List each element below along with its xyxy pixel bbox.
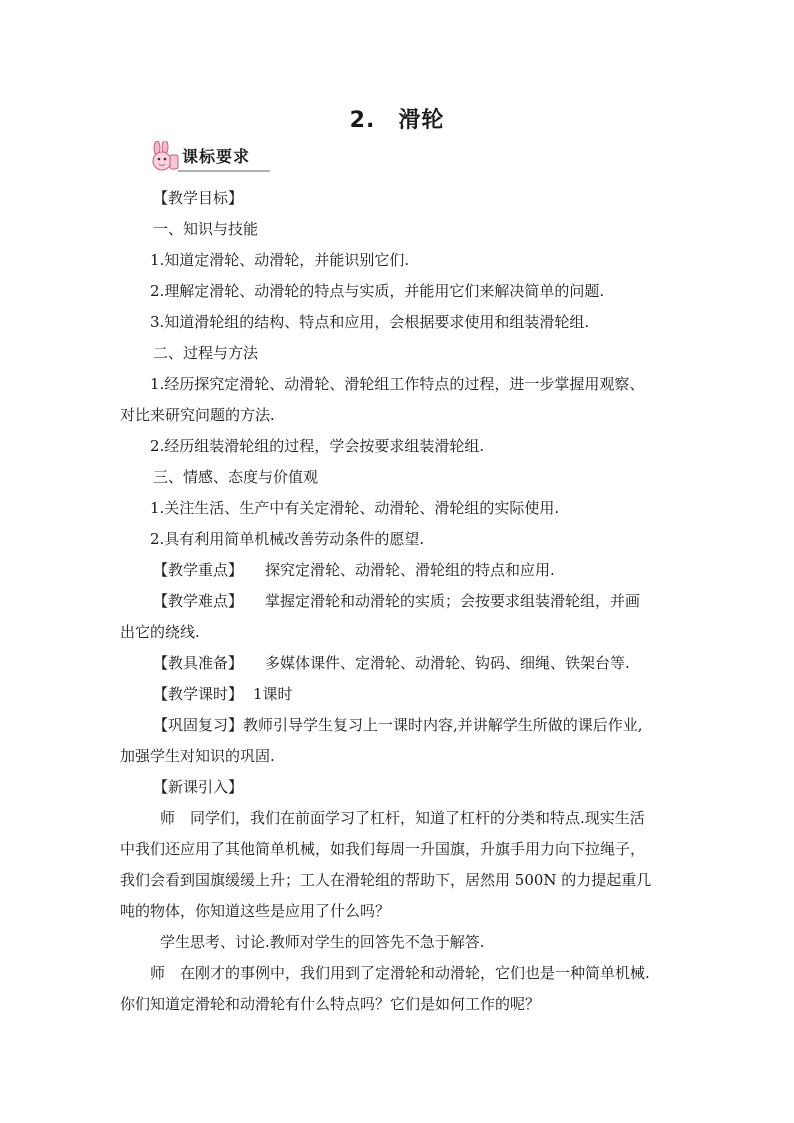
hours-label: 【教学课时】: [153, 685, 244, 703]
page-title: 2. 滑轮: [349, 108, 445, 133]
difficulties-cont: 出它的绕线.: [120, 623, 200, 641]
paragraph-line: 学生思考、讨论.教师对学生的回答先不急于解答.: [160, 933, 485, 951]
tools-label: 【教具准备】: [153, 654, 244, 672]
review-cont: 加强学生对知识的巩固.: [120, 747, 275, 765]
paragraph-line: 师 同学们，我们在前面学习了杠杆，知道了杠杆的分类和特点.现实生活: [160, 809, 645, 827]
difficulties-text: 掌握定滑轮和动滑轮的实质；会按要求组装滑轮组，并画: [265, 592, 641, 610]
objectives-heading: 【教学目标】: [153, 189, 244, 207]
paragraph-line: 你们知道定滑轮和动滑轮有什么特点吗？它们是如何工作的呢？: [120, 995, 541, 1013]
difficulties-label: 【教学难点】: [153, 592, 244, 610]
intro-heading: 【新课引入】: [153, 778, 244, 796]
section1-item: 1.知道定滑轮、动滑轮，并能识别它们.: [150, 251, 410, 269]
banner-divider: [178, 170, 270, 172]
section1-item: 2.理解定滑轮、动滑轮的特点与实质，并能用它们来解决简单的问题.: [150, 282, 605, 300]
key-points-text: 探究定滑轮、动滑轮、滑轮组的特点和应用.: [265, 561, 555, 579]
paragraph-line: 师 在刚才的事例中，我们用到了定滑轮和动滑轮，它们也是一种简单机械.: [150, 964, 650, 982]
hours-row: [153, 684, 293, 704]
section1-item: 3.知道滑轮组的结构、特点和应用，会根据要求使用和组装滑轮组.: [150, 313, 590, 331]
section1-heading: 一、知识与技能: [153, 220, 259, 238]
section3-heading: 三、情感、态度与价值观: [153, 468, 319, 486]
section2-heading: 二、过程与方法: [153, 344, 259, 362]
banner-label: 课标要求: [182, 147, 251, 166]
paragraph-line: 中我们还应用了其他简单机械，如我们每周一升国旗，升旗手用力向下拉绳子，: [120, 840, 646, 858]
section3-item: 2.具有利用简单机械改善劳动条件的愿望.: [150, 530, 425, 548]
review-label: 【巩固复习】: [153, 716, 244, 734]
section3-item: 1.关注生活、生产中有关定滑轮、动滑轮、滑轮组的实际使用.: [150, 499, 560, 517]
key-points-label: 【教学重点】: [153, 561, 244, 579]
pink-rabbit-mascot-icon: [148, 141, 180, 175]
section-banner: [148, 141, 272, 175]
review-text: 教师引导学生复习上一课时内容,并讲解学生所做的课后作业,: [243, 716, 643, 734]
section2-item-cont: 对比来研究问题的方法.: [120, 406, 275, 424]
section2-item: 2.经历组装滑轮组的过程，学会按要求组装滑轮组.: [150, 437, 485, 455]
hours-text: 1课时: [253, 685, 293, 703]
tools-text: 多媒体课件、定滑轮、动滑轮、钩码、细绳、铁架台等.: [265, 654, 630, 672]
difficulties-row: [153, 591, 640, 611]
key-points-row: [153, 560, 555, 580]
tools-row: [153, 653, 630, 673]
section2-item: 1.经历探究定滑轮、动滑轮、滑轮组工作特点的过程，进一步掌握用观察、: [150, 375, 645, 393]
review-row: [153, 715, 643, 735]
paragraph-line: 吨的物体，你知道这些是应用了什么吗？: [120, 902, 391, 920]
paragraph-line: 我们会看到国旗缓缓上升；工人在滑轮组的帮助下，居然用 500N 的力提起重几: [120, 871, 652, 889]
